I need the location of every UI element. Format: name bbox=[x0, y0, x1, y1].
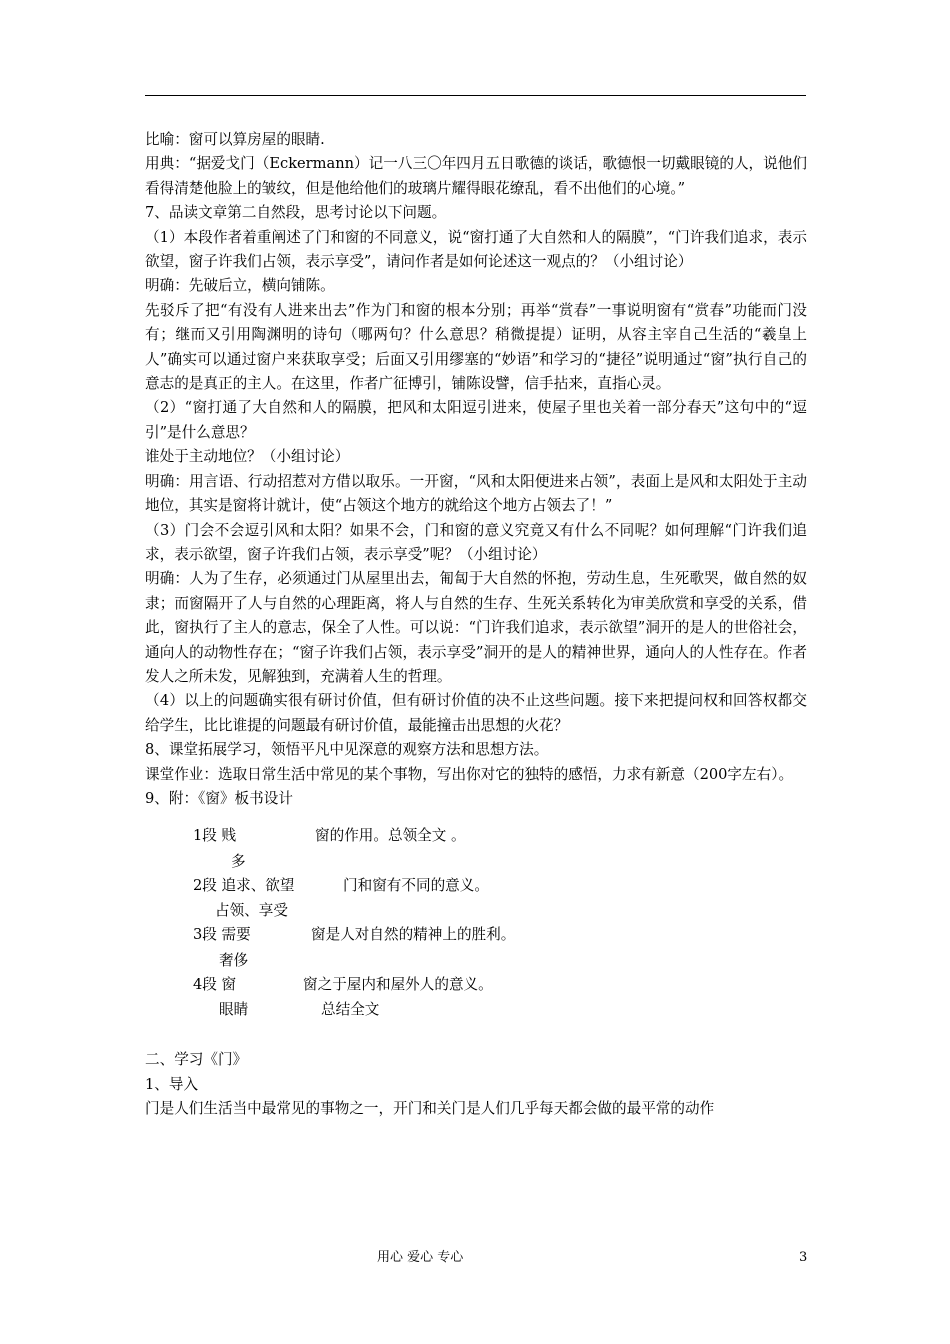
board-row-4-sub: 眼睛 bbox=[219, 1001, 249, 1019]
board-row-4-summary: 总结全文 bbox=[321, 1001, 380, 1019]
paragraph-answer-2: 明确：用言语、行动招惹对方借以取乐。一开窗，“风和太阳便进来占领”，表面上是风和太阳处于主动地位，其实是窗将计就计，使“占领这个地方的就给这个地方占领去了！” bbox=[145, 472, 807, 515]
section-heading-door: 二、学习《门》 bbox=[145, 1051, 248, 1069]
paragraph-homework: 课堂作业：选取日常生活中常见的某个事物，写出你对它的独特的感悟，力求有新意（200字左右）。 bbox=[145, 765, 794, 783]
board-row-3-label: 3段 需要 bbox=[193, 926, 251, 944]
header-rule bbox=[145, 95, 806, 96]
board-row-4-label: 4段 窗 bbox=[193, 976, 237, 994]
paragraph-question-1: （1）本段作者着重阐述了门和窗的不同意义，说“窗打通了大自然和人的隔膜”，“门许我们追求，表示欲望，窗子许我们占领，表示享受”，请问作者是如何论述这一观点的？（小组讨论） bbox=[145, 228, 807, 271]
paragraph-allusion: 用典：“据爱戈门（Eckermann）记一八三〇年四月五日歌德的谈话，歌德恨一切戴眼镜的人，说他们看得清楚他脸上的皱纹，但是他给他们的玻璃片耀得眼花缭乱，看不出他们的心境。” bbox=[145, 155, 807, 197]
board-row-2-text: 门和窗有不同的意义。 bbox=[343, 877, 489, 895]
board-row-2-label: 2段 追求、欲望 bbox=[193, 877, 295, 895]
paragraph-question-2: （2）“窗打通了大自然和人的隔膜，把风和太阳逗引进来，使屋子里也关着一部分春天”这句中的“逗引”是什么意思？ bbox=[145, 399, 807, 441]
paragraph-analysis-1: 先驳斥了把“有没有人进来出去”作为门和窗的根本分别；再举“赏春”一事说明窗有“赏春”功能而门没有；继而又引用陶渊明的诗句（哪两句？什么意思？稍微提提）证明，从容主宰自己生活的“羲皇上人”确实可以通过窗户来获取享受；后面又引用缪塞的“妙语”和学习的“捷径”说明通过“窗”执行自己的意志的是真正的主人。在这里，作者广征博引，铺陈设譬，信手拈来，直指心灵。 bbox=[145, 301, 807, 393]
paragraph-item-8: 8、课堂拓展学习，领悟平凡中见深意的观察方法和思想方法。 bbox=[145, 741, 549, 759]
paragraph-answer-3: 明确：人为了生存，必须通过门从屋里出去，匍匐于大自然的怀抱，劳动生息，生死歌哭，做自然的奴隶；而窗隔开了人与自然的心理距离，将人与自然的生存、生死关系转化为审美欣赏和享受的关系，借此，窗执行了主人的意志，保全了人性。可以说：“门许我们追求，表示欲望”洞开的是人的世俗社会，通向人的动物性存在；“窗子许我们占领，表示享受”洞开的是人的精神世界，通向人的人性存在。作者发人之所未发，见解独到，充满着人生的哲理。 bbox=[145, 570, 807, 685]
paragraph-metaphor: 比喻：窗可以算房屋的眼睛. bbox=[145, 131, 325, 148]
board-row-1-text: 窗的作用。总领全文 。 bbox=[315, 827, 466, 845]
paragraph-question-3: （3）门会不会逗引风和太阳？如果不会，门和窗的意义究竟又有什么不同呢？如何理解“门许我们追求，表示欲望，窗子许我们占领，表示享受”呢？（小组讨论） bbox=[145, 521, 807, 563]
paragraph-question-2-sub: 谁处于主动地位？（小组讨论） bbox=[145, 448, 350, 466]
board-row-1-sub: 多 bbox=[231, 853, 246, 871]
paragraph-intro-heading: 1、导入 bbox=[145, 1075, 199, 1093]
board-row-1-label: 1段 贱 bbox=[193, 827, 237, 845]
board-row-4-text: 窗之于屋内和屋外人的意义。 bbox=[303, 976, 493, 994]
page-number: 3 bbox=[799, 1250, 808, 1265]
paragraph-intro-text: 门是人们生活当中最常见的事物之一，开门和关门是人们几乎每天都会做的最平常的动作 bbox=[145, 1100, 715, 1118]
page-body bbox=[145, 128, 807, 1122]
paragraph-answer-1: 明确：先破后立，横向铺陈。 bbox=[145, 277, 335, 295]
board-row-3-text: 窗是人对自然的精神上的胜利。 bbox=[311, 926, 516, 944]
paragraph-item-9: 9、附：《窗》板书设计 bbox=[145, 789, 293, 807]
blackboard-design bbox=[145, 826, 807, 1048]
paragraph-item-7: 7、品读文章第二自然段，思考讨论以下问题。 bbox=[145, 204, 447, 222]
board-row-3-sub: 奢侈 bbox=[219, 952, 249, 970]
paragraph-question-4: （4）以上的问题确实很有研讨价值，但有研讨价值的决不止这些问题。接下来把提问权和回答权都交给学生，比比谁提的问题最有研讨价值，最能撞击出思想的火花？ bbox=[145, 692, 807, 734]
footer-motto: 用心 爱心 专心 bbox=[377, 1250, 464, 1265]
board-row-2-sub: 占领、享受 bbox=[215, 902, 288, 920]
